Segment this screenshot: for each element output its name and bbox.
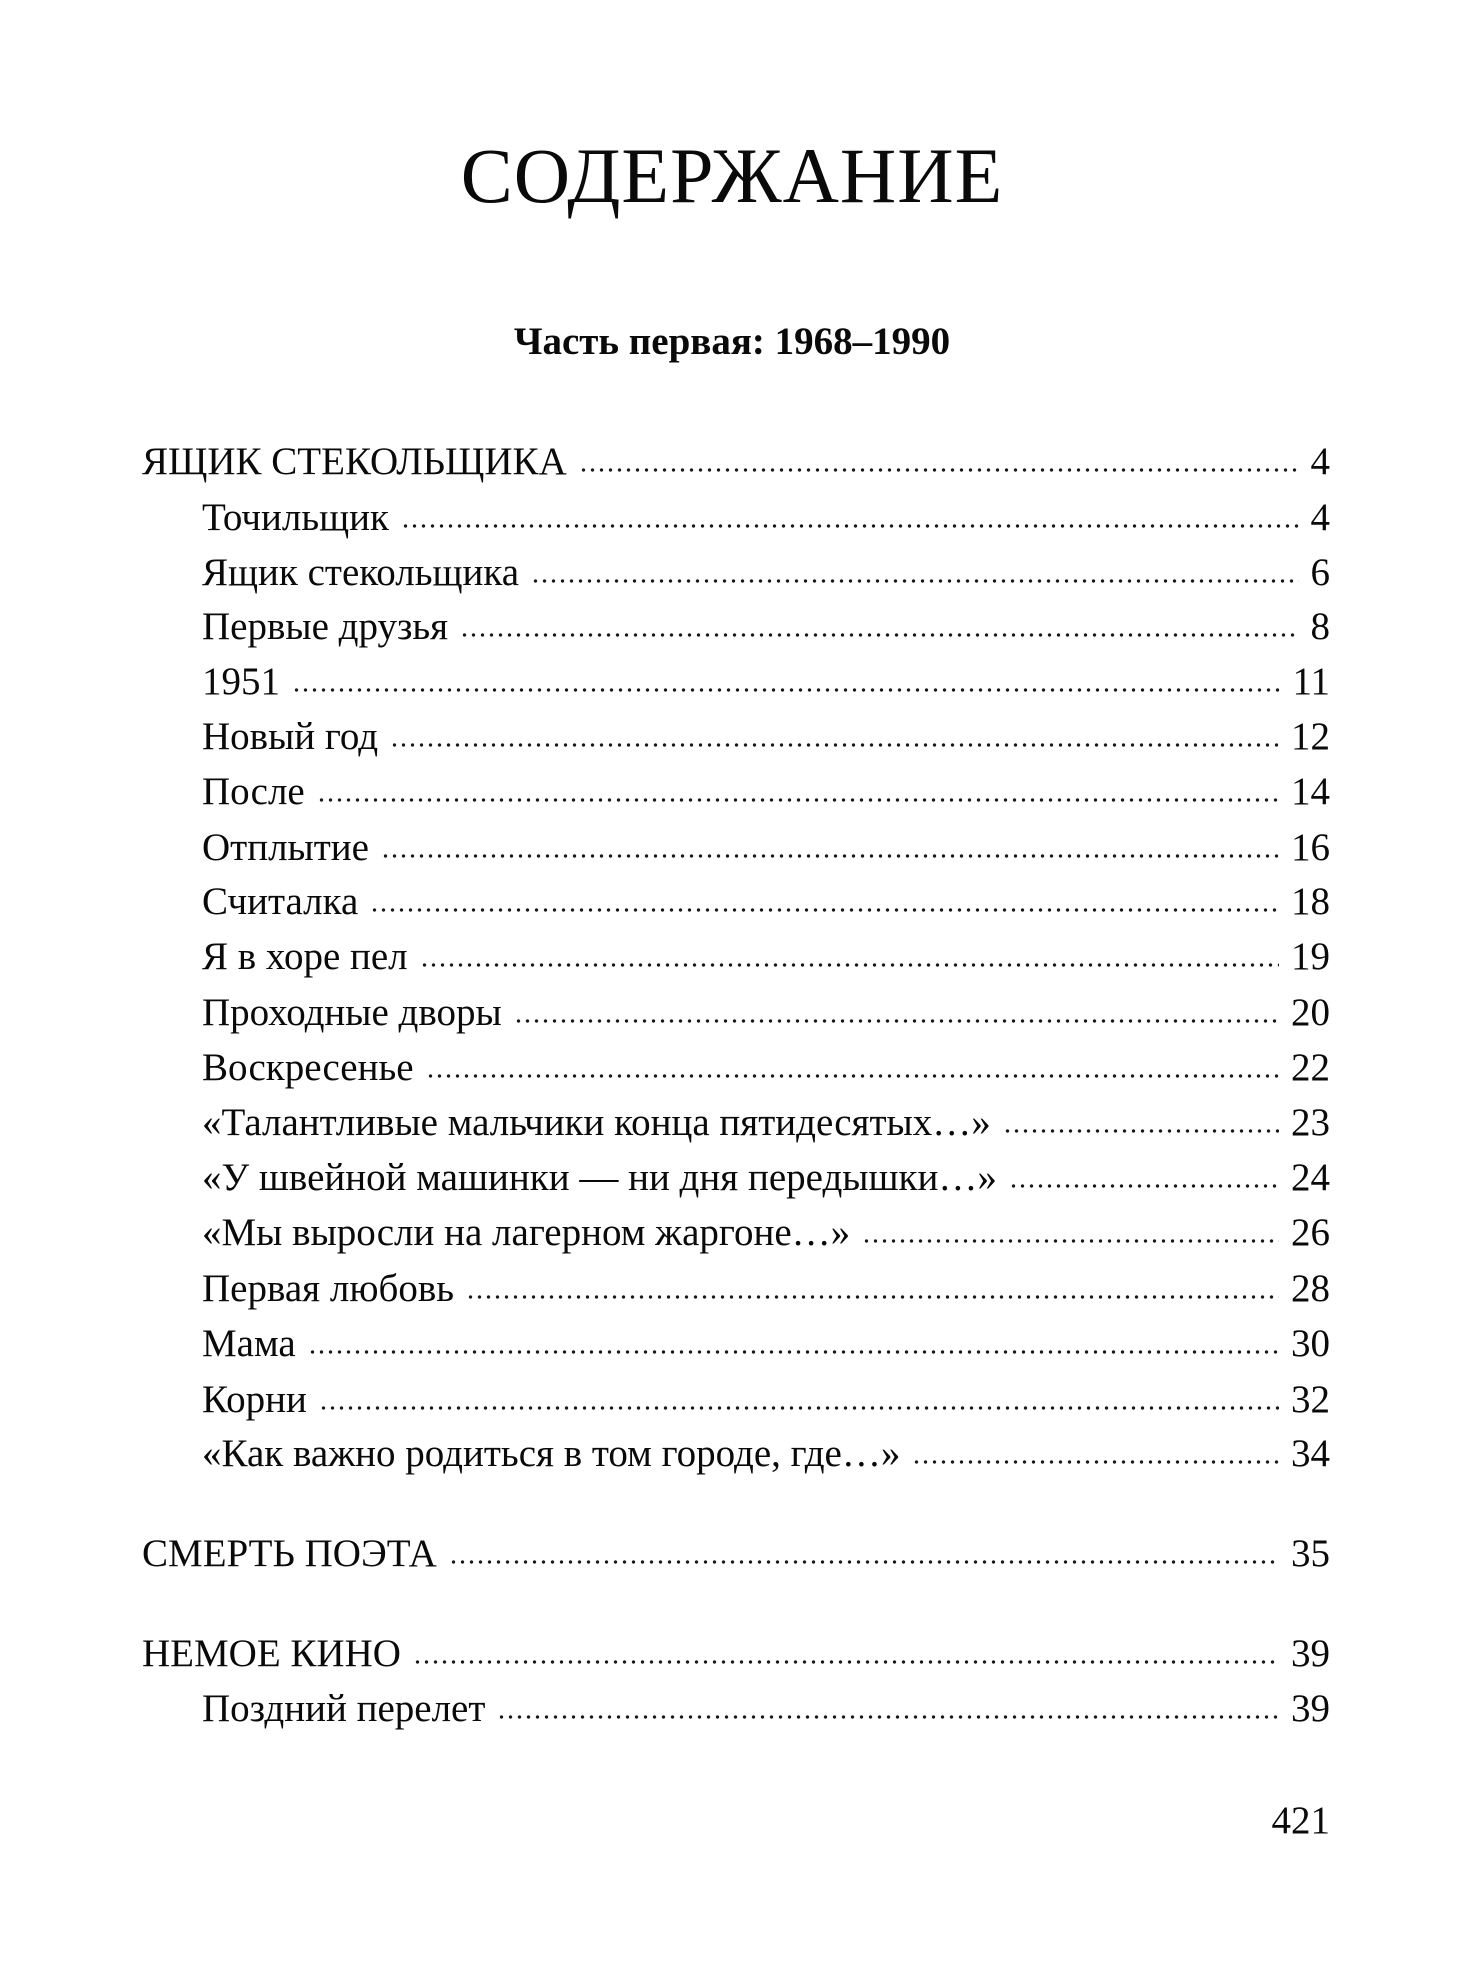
toc-entry-title: «Талантливые мальчики конца пятидесятых…»	[202, 1101, 991, 1144]
dot-leader	[413, 1658, 1279, 1666]
toc-entry-title: Новый год	[202, 715, 379, 758]
toc-entry-title: После	[202, 770, 305, 813]
toc-entry-title: Я в хоре пел	[202, 935, 408, 978]
toc-entry[interactable]	[202, 656, 1330, 708]
toc-page-number: 16	[1291, 826, 1330, 869]
dot-leader	[460, 631, 1298, 639]
toc-entry[interactable]	[202, 1042, 1330, 1094]
toc-page-number: 8	[1310, 605, 1330, 648]
toc-entry[interactable]	[202, 1152, 1330, 1204]
dot-leader	[317, 796, 1279, 804]
toc-entry[interactable]	[202, 1318, 1330, 1370]
toc-entry[interactable]	[202, 987, 1330, 1039]
toc-entry-title: Ящик стекольщика	[202, 551, 520, 594]
dot-leader	[308, 1348, 1279, 1356]
toc-entry[interactable]	[202, 547, 1330, 599]
toc-entry-title: «Мы выросли на лагерном жаргоне…»	[202, 1211, 851, 1254]
page-number: 421	[1271, 1799, 1330, 1842]
toc-entry-title: Отплытие	[202, 826, 369, 869]
toc-entry-title: ЯЩИК СТЕКОЛЬЩИКА	[142, 440, 567, 483]
dot-leader	[514, 1017, 1279, 1025]
dot-leader	[1009, 1182, 1279, 1190]
toc-page-number: 26	[1291, 1211, 1330, 1254]
toc-page-number: 6	[1310, 551, 1330, 594]
page-title: СОДЕРЖАНИЕ	[460, 132, 1004, 219]
toc-entry-title: Первая любовь	[202, 1267, 455, 1310]
toc-entry[interactable]	[202, 822, 1330, 874]
toc-entry[interactable]	[202, 931, 1330, 983]
toc-entry-title: Мама	[202, 1322, 296, 1365]
toc-section[interactable]	[142, 436, 1330, 488]
toc-page-number: 22	[1291, 1046, 1330, 1089]
toc-section[interactable]	[142, 1528, 1330, 1580]
toc-entry[interactable]	[202, 1207, 1330, 1259]
toc-page-number: 11	[1292, 660, 1330, 703]
dot-leader	[497, 1713, 1279, 1721]
toc-entry[interactable]	[202, 1097, 1330, 1149]
toc-entry[interactable]	[202, 1428, 1330, 1480]
toc-page-number: 39	[1291, 1632, 1330, 1675]
toc-entry-title: Считалка	[202, 880, 359, 923]
toc-page-number: 20	[1291, 991, 1330, 1034]
toc-entry[interactable]	[202, 876, 1330, 928]
toc-entry-title: Проходные дворы	[202, 991, 502, 1034]
toc-entry[interactable]	[202, 601, 1330, 653]
toc-page-number: 39	[1291, 1687, 1330, 1730]
toc-entry-title: Точильщик	[202, 496, 389, 539]
toc-page-number: 4	[1310, 440, 1330, 483]
toc-entry-title: Поздний перелет	[202, 1687, 486, 1730]
toc-entry-title: СМЕРТЬ ПОЭТА	[142, 1532, 437, 1575]
toc-entry-title: «У швейной машинки — ни дня передышки…»	[202, 1156, 997, 1199]
toc-page-number: 30	[1291, 1322, 1330, 1365]
toc-entry-title: Корни	[202, 1378, 307, 1421]
toc-entry[interactable]	[202, 766, 1330, 818]
dot-leader	[449, 1558, 1279, 1566]
dot-leader	[390, 741, 1279, 749]
toc-entry-title: НЕМОЕ КИНО	[142, 1632, 401, 1675]
dot-leader	[426, 1072, 1279, 1080]
toc-page-number: 35	[1291, 1532, 1330, 1575]
toc-page-number: 18	[1291, 880, 1330, 923]
toc-section[interactable]	[142, 1628, 1330, 1680]
toc-entry-title: Первые друзья	[202, 605, 449, 648]
dot-leader	[531, 577, 1298, 585]
part-heading: Часть первая: 1968–1990	[513, 320, 951, 363]
toc-entry[interactable]	[202, 1263, 1330, 1315]
dot-leader	[420, 961, 1279, 969]
toc-page-number: 19	[1291, 935, 1330, 978]
dot-leader	[319, 1404, 1279, 1412]
toc-entry-title: 1951	[202, 660, 280, 703]
dot-leader	[370, 906, 1279, 914]
dot-leader	[1003, 1127, 1279, 1135]
toc-entry[interactable]	[202, 492, 1330, 544]
toc-page-number: 24	[1291, 1156, 1330, 1199]
dot-leader	[912, 1458, 1279, 1466]
dot-leader	[466, 1293, 1279, 1301]
dot-leader	[292, 686, 1280, 694]
toc-entry[interactable]	[202, 711, 1330, 763]
toc-entry-title: «Как важно родиться в том городе, где…»	[202, 1432, 901, 1475]
toc-page-number: 23	[1291, 1101, 1330, 1144]
dot-leader	[381, 852, 1279, 860]
dot-leader	[401, 522, 1299, 530]
toc-page-number: 14	[1291, 770, 1330, 813]
toc-entry[interactable]	[202, 1683, 1330, 1735]
toc-entry-title: Воскресенье	[202, 1046, 414, 1089]
toc-page-number: 28	[1291, 1267, 1330, 1310]
toc-page-number: 12	[1291, 715, 1330, 758]
dot-leader	[579, 466, 1299, 474]
toc-page-number: 34	[1291, 1432, 1330, 1475]
toc-page-number: 4	[1310, 496, 1330, 539]
toc-page-number: 32	[1291, 1378, 1330, 1421]
toc-entry[interactable]	[202, 1374, 1330, 1426]
dot-leader	[862, 1237, 1279, 1245]
